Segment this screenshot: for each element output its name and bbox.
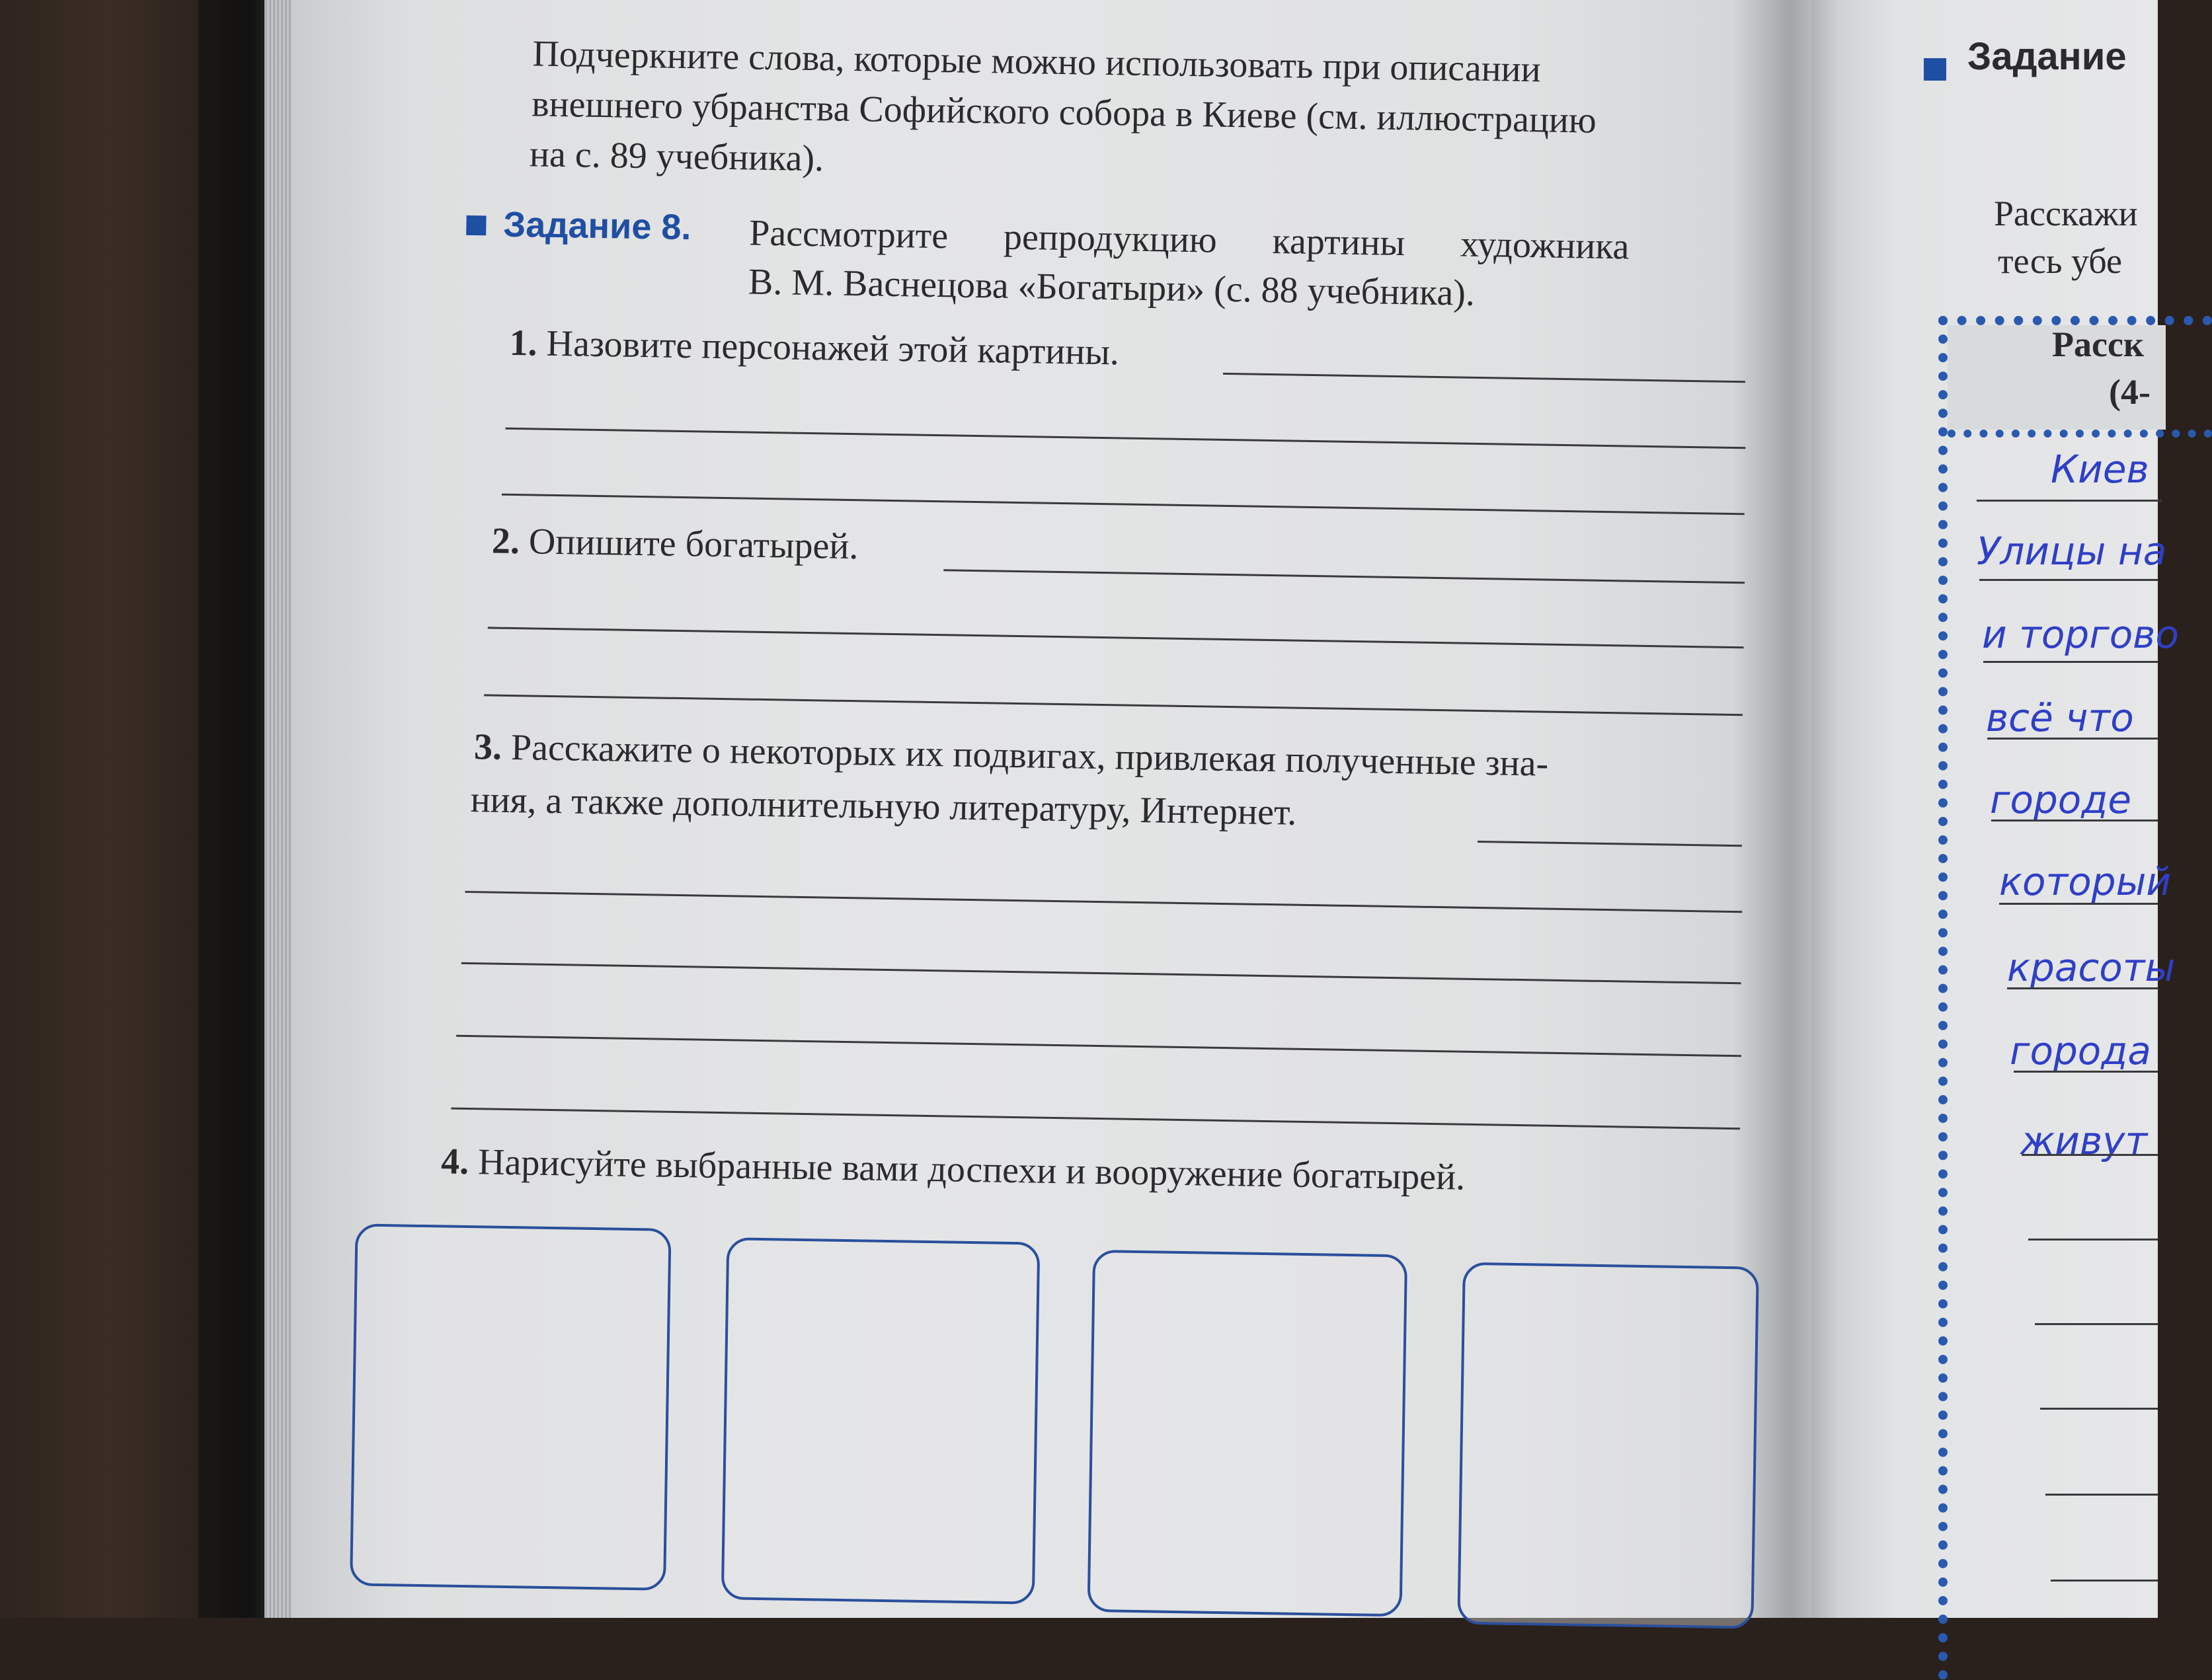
question-1-number: 1. xyxy=(509,322,538,364)
right-task-label: Задание xyxy=(1967,35,2127,78)
right-answer-line xyxy=(2035,1323,2158,1325)
handwriting-line: города xyxy=(2010,1028,2151,1073)
answer-line[interactable] xyxy=(1478,841,1742,847)
answer-line[interactable] xyxy=(502,494,1745,515)
handwriting-line: и торгово xyxy=(1982,612,2179,657)
drawing-box-3[interactable] xyxy=(1087,1250,1408,1617)
right-intro-line-1: Расскажи xyxy=(1994,194,2138,233)
task-text-line-1: Рассмотрите репродукцию картины художника xyxy=(748,212,1630,268)
question-3-number: 3. xyxy=(473,726,502,768)
question-3-text-line-2: ния, а также дополнительную литературу, Интернет. xyxy=(470,779,1297,833)
drawing-box-2[interactable] xyxy=(721,1237,1041,1604)
dotted-frame xyxy=(1938,316,2212,1680)
right-box-header-line-1: Расск xyxy=(2052,325,2145,364)
right-answer-line xyxy=(2028,1239,2158,1241)
dotted-divider xyxy=(1948,430,2212,438)
question-4-text: Нарисуйте выбранные вами доспехи и вооружение богатырей. xyxy=(477,1141,1466,1198)
answer-line[interactable] xyxy=(506,428,1746,449)
right-intro-line-2: тесь убе xyxy=(1998,241,2123,281)
answer-line[interactable] xyxy=(456,1035,1741,1057)
right-answer-line xyxy=(1977,500,2162,502)
right-answer-line xyxy=(2040,1408,2158,1410)
right-box-header-line-2: (4- xyxy=(2109,372,2151,412)
answer-line[interactable] xyxy=(488,627,1744,648)
answer-line[interactable] xyxy=(451,1108,1740,1130)
handwriting-line: живут xyxy=(2020,1118,2148,1163)
task-bullet-icon xyxy=(466,215,486,235)
handwriting-line: Киев xyxy=(2051,447,2149,492)
intro-line-3: на с. 89 учебника). xyxy=(529,134,824,180)
task-label: Задание 8. xyxy=(502,204,691,248)
answer-line[interactable] xyxy=(461,962,1741,984)
question-1-text: Назовите персонажей этой картины. xyxy=(546,323,1120,373)
question-1 xyxy=(509,322,1119,373)
right-answer-line xyxy=(1999,903,2158,905)
question-2-text: Опишите богатырей. xyxy=(528,521,859,568)
drawing-box-4[interactable] xyxy=(1457,1262,1759,1629)
drawing-box-1[interactable] xyxy=(350,1223,672,1590)
question-3-text-line-1: Расскажите о некоторых их подвигах, привлекая полученные зна- xyxy=(510,727,1549,784)
handwriting-line: всё что xyxy=(1986,695,2134,740)
right-answer-line xyxy=(2014,1071,2158,1073)
right-answer-line xyxy=(2045,1494,2158,1496)
task-text-line-2: В. М. Васнецова «Богатыри» (с. 88 учебника). xyxy=(748,261,1476,314)
right-answer-line xyxy=(2022,1154,2158,1156)
handwriting-line: Улицы на xyxy=(1977,529,2167,574)
handwriting-line: красоты xyxy=(2007,945,2176,990)
answer-line[interactable] xyxy=(943,569,1745,584)
right-answer-line xyxy=(1979,579,2158,581)
question-4-number: 4. xyxy=(440,1141,469,1183)
right-answer-line xyxy=(1983,661,2158,663)
answer-line[interactable] xyxy=(465,891,1743,913)
right-answer-line xyxy=(2051,1580,2158,1582)
right-task-bullet-icon xyxy=(1924,58,1946,81)
right-answer-line xyxy=(1987,738,2158,740)
right-answer-line xyxy=(2007,987,2158,989)
intro-line-2: внешнего убранства Софийского собора в Киеве (см. иллюстрацию xyxy=(531,83,1597,141)
intro-line-1: Подчеркните слова, которые можно использовать при описании xyxy=(532,33,1542,91)
answer-line[interactable] xyxy=(1223,373,1745,383)
handwriting-line: городе xyxy=(1990,777,2132,822)
question-3-line-1 xyxy=(473,726,1548,785)
question-2-number: 2. xyxy=(491,520,520,562)
question-2 xyxy=(491,520,859,568)
right-answer-line xyxy=(1991,820,2158,821)
handwriting-line: который xyxy=(1999,859,2172,904)
answer-line[interactable] xyxy=(484,694,1743,716)
question-4 xyxy=(441,1140,1466,1198)
